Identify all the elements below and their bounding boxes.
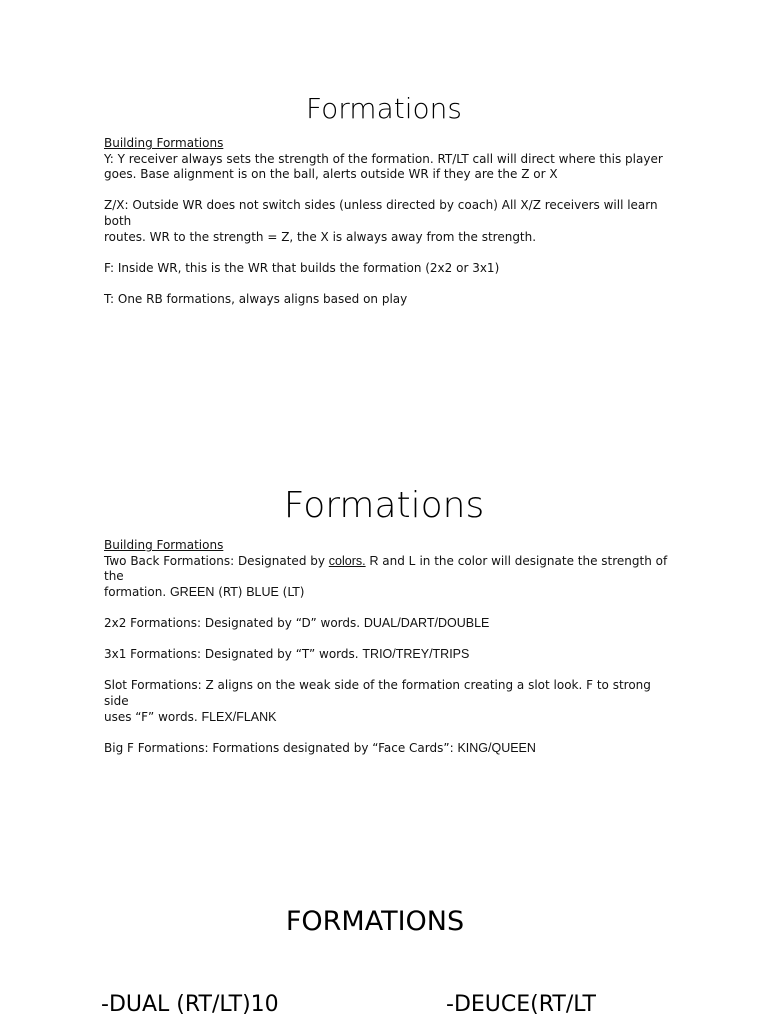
d-words: DUAL/DART/DOUBLE <box>363 615 490 630</box>
slide-3-left-line: -DUAL (RT/LT)10 <box>101 992 279 1017</box>
t-words: TRIO/TREY/TRIPS <box>362 647 470 662</box>
slide-2-title: Formations <box>283 485 485 526</box>
slide-1-heading: Building Formations <box>104 136 224 150</box>
two-back-line-1: Two Back Formations: Designated by colors. R and L in the color will designate the strength of the <box>104 553 668 584</box>
l-keyword: L <box>408 553 416 568</box>
zx-line-1: Z/X: Outside WR does not switch sides (unless directed by coach) All X/Z receivers will learn both <box>104 198 658 228</box>
t-line: T: One RB formations, always aligns based on play <box>104 291 408 306</box>
colors-keyword: colors. <box>328 553 366 568</box>
big-f-line: Big F Formations: Formations designated by “Face Cards”: KING/QUEEN <box>104 740 536 755</box>
slide-2-heading: Building Formations <box>104 538 224 552</box>
slot-line-2: uses “F” words. FLEX/FLANK <box>104 709 277 724</box>
slide-1-title: Formations <box>306 92 462 125</box>
zx-line-2: routes. WR to the strength = Z, the X is always away from the strength. <box>104 229 537 244</box>
three-by-one-line: 3x1 Formations: Designated by “T” words. TRIO/TREY/TRIPS <box>104 647 470 662</box>
y-line-2: goes. Base alignment is on the ball, alerts outside WR if they are the Z or X <box>104 167 558 182</box>
blue-keyword: BLUE <box>246 584 279 599</box>
slide-3-title: FORMATIONS <box>285 906 465 937</box>
r-keyword: R <box>369 553 379 568</box>
slot-line-1: Slot Formations: Z aligns on the weak side of the formation creating a slot look. F to strong side <box>104 678 651 708</box>
green-keyword: GREEN <box>169 584 215 599</box>
f-line: F: Inside WR, this is the WR that builds the formation (2x2 or 3x1) <box>104 260 500 275</box>
two-back-line-2: formation. GREEN (RT) BLUE (LT) <box>104 584 305 599</box>
face-card-words: KING/QUEEN <box>457 740 536 755</box>
two-by-two-line: 2x2 Formations: Designated by “D” words. DUAL/DART/DOUBLE <box>104 615 490 630</box>
slide-3-right-line: -DEUCE(RT/LT <box>446 992 596 1017</box>
f-words: FLEX/FLANK <box>201 709 277 724</box>
y-line-1: Y: Y receiver always sets the strength of the formation. RT/LT call will direct where this player <box>104 151 663 166</box>
